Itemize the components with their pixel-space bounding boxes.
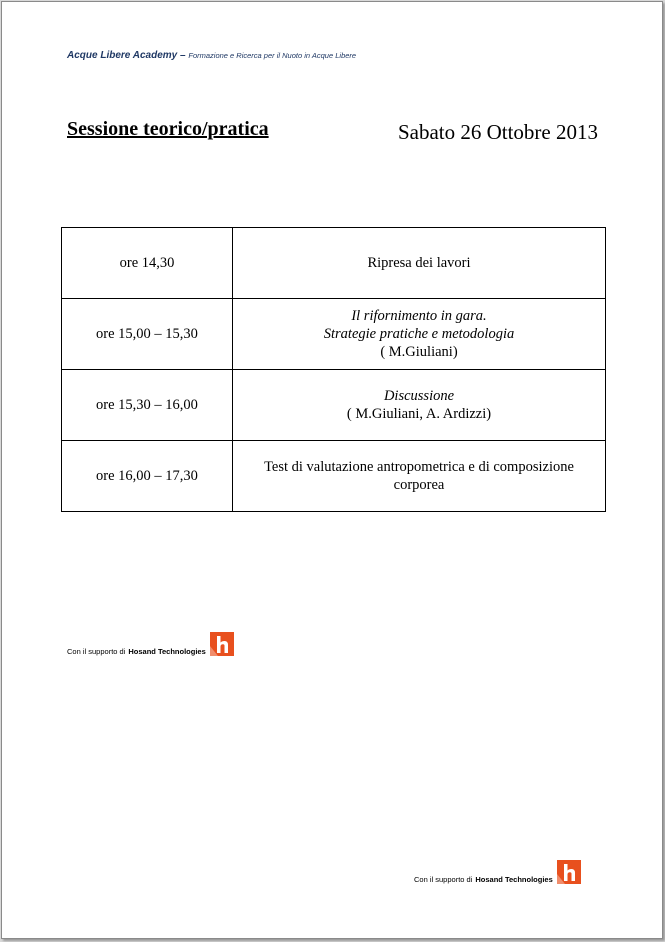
activity-cell [233,370,606,441]
academy-tagline: Formazione e Ricerca per il Nuoto in Acque Libere [188,51,357,60]
support-prefix: Con il supporto di [67,647,126,656]
talk-title: Discussione [383,388,455,404]
schedule-table [61,227,606,512]
schedule-row [62,299,606,370]
support-company: Hosand Technologies [128,647,206,656]
header-separator: – [177,50,189,61]
time-cell: ore 16,00 – 17,30 [62,441,233,512]
activity-cell [233,228,606,299]
talk-title: Il rifornimento in gara. [351,308,487,324]
support-credit [67,632,234,656]
schedule-row [62,370,606,441]
session-date: Sabato 26 Ottobre 2013 [397,120,598,144]
time-cell: ore 15,00 – 15,30 [62,299,233,370]
schedule-row [62,441,606,512]
time-cell: ore 15,30 – 16,00 [62,370,233,441]
support-prefix: Con il supporto di [414,875,473,884]
activity-text: Test di valutazione antropometrica e di composizione [264,459,574,475]
activity-text: corporea [393,477,445,493]
schedule-row [62,228,606,299]
speaker-names: ( M.Giuliani, A. Ardizzi) [346,406,492,422]
hosand-h-logo-icon [210,632,234,656]
session-title: Sessione teorico/pratica [67,118,269,140]
support-credit [414,860,581,884]
hosand-h-logo-icon [557,860,581,884]
activity-text: Ripresa dei lavori [367,255,471,271]
activity-cell [233,441,606,512]
speaker-names: ( M.Giuliani) [380,344,458,360]
talk-subtitle: Strategie pratiche e metodologia [323,326,515,342]
page-header [67,45,356,63]
activity-cell [233,299,606,370]
document-page [1,1,663,939]
support-company: Hosand Technologies [475,875,553,884]
academy-name: Acque Libere Academy [67,50,178,61]
time-cell: ore 14,30 [62,228,233,299]
